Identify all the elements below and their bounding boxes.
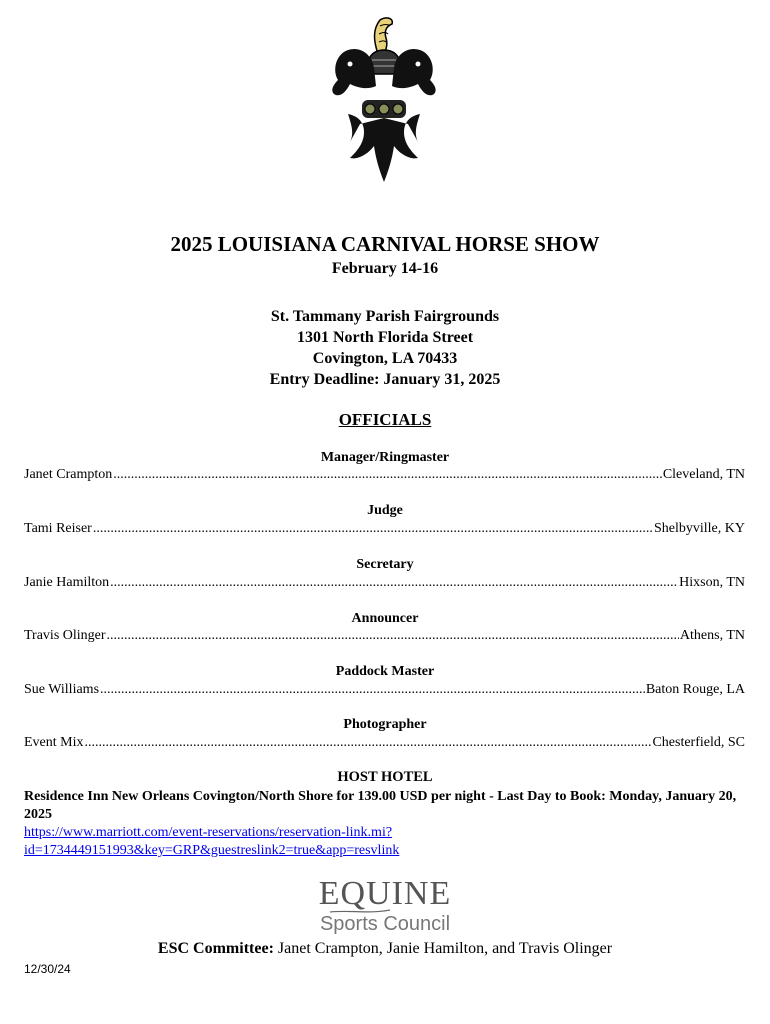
entry-deadline: Entry Deadline: January 31, 2025	[269, 371, 501, 388]
official-row	[24, 575, 745, 591]
dot-leader	[113, 467, 662, 483]
official-location: Baton Rouge, LA	[645, 682, 745, 697]
official-row	[24, 628, 745, 644]
esc-committee	[0, 940, 770, 958]
dot-leader	[100, 682, 645, 698]
role-announcer: Announcer	[351, 611, 419, 626]
svg-text:Sports Council: Sports Council	[319, 913, 451, 935]
official-name: Janet Crampton	[24, 467, 113, 482]
role-paddock-master: Paddock Master	[335, 664, 435, 679]
committee-members: Janet Crampton, Janie Hamilton, and Travis Olinger	[273, 940, 613, 957]
document-date: 12/30/24	[24, 962, 71, 976]
carnival-horse-logo	[328, 14, 440, 186]
official-name: Travis Olinger	[24, 628, 106, 643]
host-hotel-details: Residence Inn New Orleans Covington/North Shore for 139.00 USD per night - Last Day to Book: Monday, January 20, 2025	[24, 789, 737, 822]
host-hotel-heading: HOST HOTEL	[337, 769, 433, 785]
venue-name: St. Tammany Parish Fairgrounds	[270, 308, 500, 325]
dot-leader	[110, 575, 678, 591]
official-name: Tami Reiser	[24, 521, 92, 536]
official-name: Sue Williams	[24, 682, 100, 697]
equine-sports-council-logo	[310, 872, 460, 938]
official-row	[24, 467, 745, 483]
official-location: Shelbyville, KY	[654, 521, 745, 536]
official-location: Hixson, TN	[679, 575, 745, 590]
role-secretary: Secretary	[356, 557, 414, 572]
role-judge: Judge	[367, 503, 403, 518]
official-row	[24, 521, 745, 537]
role-manager-ringmaster: Manager/Ringmaster	[320, 450, 450, 465]
official-location: Cleveland, TN	[662, 467, 745, 482]
dot-leader	[93, 521, 653, 537]
event-dates: February 14-16	[331, 260, 439, 277]
event-title: 2025 LOUISIANA CARNIVAL HORSE SHOW	[170, 232, 600, 256]
venue-block	[0, 306, 770, 390]
officials-heading: OFFICIALS	[338, 410, 432, 429]
venue-city: Covington, LA 70433	[312, 350, 458, 367]
official-location: Athens, TN	[679, 628, 745, 643]
svg-text:EQUINE: EQUINE	[318, 875, 452, 912]
official-name: Event Mix	[24, 735, 84, 750]
committee-label: ESC Committee:	[157, 940, 274, 957]
role-photographer: Photographer	[343, 717, 427, 732]
official-row	[24, 735, 745, 751]
official-location: Chesterfield, SC	[652, 735, 745, 750]
official-name: Janie Hamilton	[24, 575, 110, 590]
dot-leader	[85, 735, 652, 751]
hotel-reservation-link[interactable]: https://www.marriott.com/event-reservations/reservation-link.mi?id=1734449151993&key=GRP&guestreslink2=true&app=resvlink	[24, 825, 400, 858]
official-row	[24, 682, 745, 698]
dot-leader	[107, 628, 679, 644]
venue-street: 1301 North Florida Street	[296, 329, 474, 346]
